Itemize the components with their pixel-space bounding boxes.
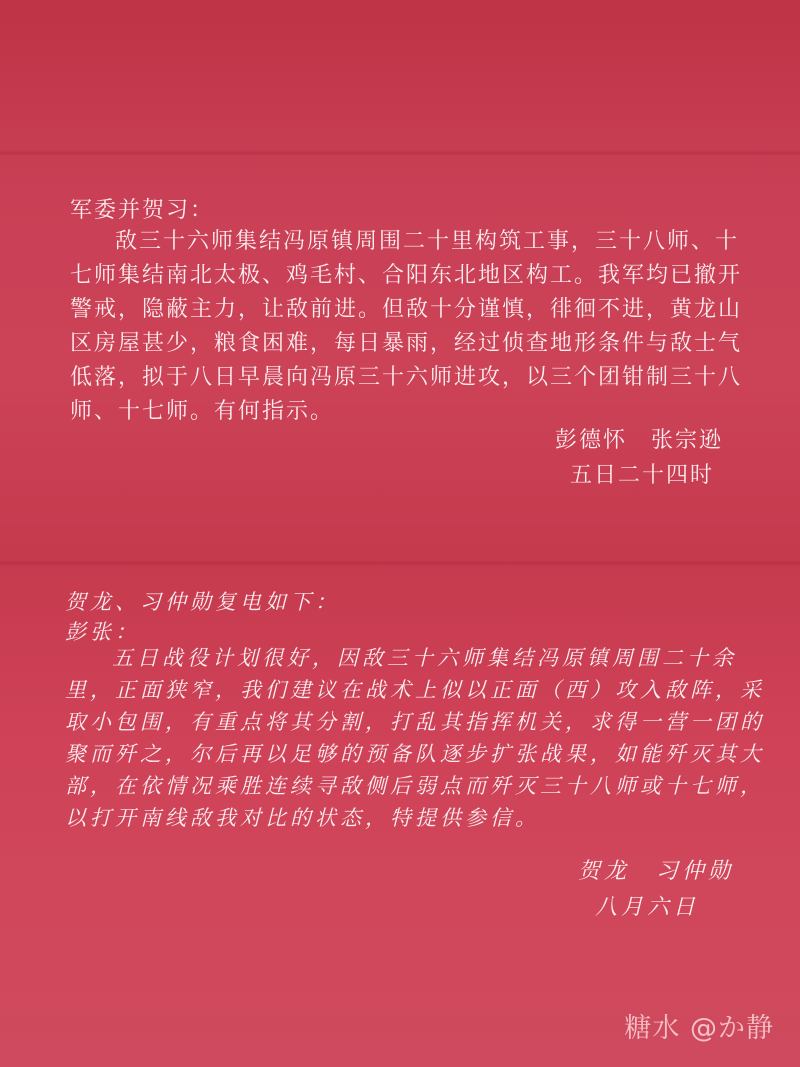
- letter2-line: 五日战役计划很好，因敌三十六师集结冯原镇周围二十余: [112, 646, 737, 670]
- letter2-signature: 贺龙 习仲勋: [578, 859, 735, 884]
- paper-fold: [0, 560, 800, 566]
- letter2-date: 八月六日: [595, 895, 700, 920]
- letter1-line: 敌三十六师集结冯原镇周围二十里构筑工事，三十八师、十: [115, 229, 740, 254]
- letter1-salutation: 军委并贺习：: [70, 198, 215, 223]
- letter2-line: 聚而歼之，尔后再以足够的预备队逐步扩张战果，如能歼灭其大: [65, 742, 765, 766]
- letter1-date: 五日二十四时: [570, 463, 715, 488]
- letter1-line: 师、十七师。有何指示。: [70, 399, 335, 424]
- letter1-line: 七师集结南北太极、鸡毛村、合阳东北地区构工。我军均已撤开: [70, 263, 743, 288]
- letter2-intro: 贺龙、习仲勋复电如下：: [65, 590, 340, 614]
- letter1-signature: 彭德怀 张宗逊: [555, 428, 724, 453]
- letter2-line: 里，正面狭窄，我们建议在战术上似以正面（西）攻入敌阵，采: [65, 678, 765, 702]
- letter2-line: 以打开南线敌我对比的状态，特提供参信。: [65, 806, 540, 830]
- letter2-salutation: 彭张：: [65, 620, 140, 644]
- letter2-line: 取小包围，有重点将其分割，打乱其指挥机关，求得一营一团的: [65, 710, 765, 734]
- letter1-line: 低落，拟于八日早晨向冯原三十六师进攻，以三个团钳制三十八: [70, 365, 743, 390]
- letter2-line: 部，在依情况乘胜连续寻敌侧后弱点而歼灭三十八师或十七师，: [65, 774, 765, 798]
- watermark: 糖水 @か静: [624, 1013, 774, 1044]
- letter1-line: 区房屋甚少，粮食困难，每日暴雨，经过侦查地形条件与敌士气: [70, 331, 743, 356]
- paper-fold: [0, 150, 800, 156]
- letter1-line: 警戒，隐蔽主力，让敌前进。但敌十分谨慎，徘徊不进，黄龙山: [70, 297, 743, 322]
